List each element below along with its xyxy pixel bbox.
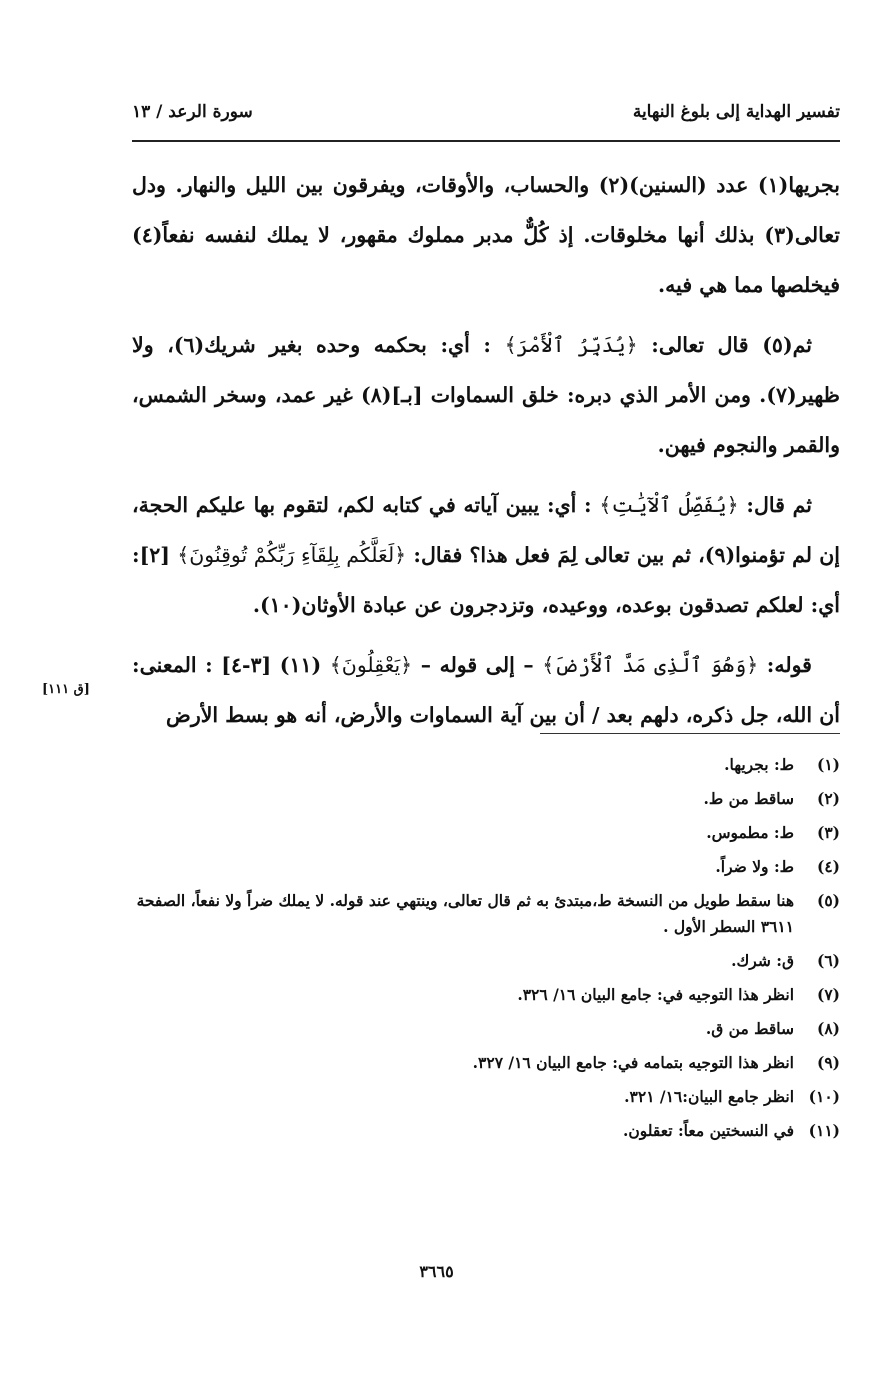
paragraph-4-text-b: – إلى قوله –: [412, 653, 543, 677]
main-text: [132, 160, 840, 750]
footnote-text: هنا سقط طويل من النسخة ط،مبتدئ به ثم قال تعالى، وينتهي عند قوله. لا يملك ضراً ولا نفعاً، الصفحة ٣٦١١ السطر الأول .: [136, 891, 794, 936]
footnote: [108, 888, 840, 940]
quran-quote: ﴿يَعْقِلُونَ﴾: [329, 653, 413, 677]
footnote-divider: [540, 733, 840, 734]
footnote-text: انظر هذا التوجيه في: جامع البيان ١٦/ ٣٢٦.: [517, 985, 794, 1004]
footnote-number: (٨): [816, 1019, 840, 1038]
quran-quote: ﴿لَعَلَّكُم بِلِقَآءِ رَبِّكُمْ تُوقِنُونَ﴾: [177, 543, 407, 567]
paragraph-2: [132, 320, 840, 470]
footnote: [108, 820, 840, 846]
footnote-number: (٦): [816, 951, 840, 970]
manuscript-folio-ref: [ق ١١١]: [42, 682, 90, 697]
footnote: [108, 1016, 840, 1042]
footnote-text: انظر جامع البيان:١٦/ ٣٢١.: [624, 1087, 794, 1106]
running-header: [132, 98, 840, 132]
quran-quote: ﴿وَهُوَ ٱلَّذِى مَدَّ ٱلْأَرْضَ﴾: [542, 653, 759, 677]
paragraph-3-text-a: ثم قال:: [738, 493, 812, 517]
footnote-number: (١): [816, 755, 840, 774]
footnote-number: (٣): [816, 823, 840, 842]
paragraph-3-text-c: [٢]: أي: لعلكم تصدقون بوعده، ووعيده، وتزدجرون عن عبادة الأوثان(١٠).: [132, 543, 840, 617]
header-divider: [132, 140, 840, 142]
footnote-text: ط: مطموس.: [706, 823, 794, 842]
footnote-text: ط: ولا ضراً.: [715, 857, 794, 876]
footnote-text: ق: شرك.: [731, 951, 794, 970]
footnote-text: انظر هذا التوجيه بتمامه في: جامع البيان ١٦/ ٣٢٧.: [472, 1053, 794, 1072]
footnote-text: ساقط من ط.: [703, 789, 794, 808]
paragraph-2-text-b: : أي: بحكمه وحده بغير شريك(٦)، ولا ظهير(٧). ومن الأمر الذي دبره: خلق السماوات [بـ](٨) غير عمد، وسخر الشمس، والقمر والنجوم فيهن.: [132, 333, 840, 457]
paragraph-4-text-c: (١١) [٣-٤] : المعنى: أن الله، جل ذكره، دلهم بعد / أن بين آية السماوات والأرض، أنه هو بسط الأرض: [132, 653, 840, 727]
quran-quote: ﴿يُفَصِّلُ ٱلْآيَٰتِ﴾: [599, 493, 739, 517]
quran-quote: ﴿يُدَبِّرُ ٱلْأَمْرَ﴾: [504, 333, 638, 357]
footnote-text: ساقط من ق.: [705, 1019, 794, 1038]
footnote-number: (٤): [816, 857, 840, 876]
footnote-number: (١٠): [808, 1087, 840, 1106]
page-number: ٣٦٦٥: [419, 1262, 454, 1281]
footnote: [108, 752, 840, 778]
footnote: [108, 1084, 840, 1110]
paragraph-4-text-a: قوله:: [758, 653, 812, 677]
footnote-number: (٢): [816, 789, 840, 808]
footnote-text: في النسختين معاً: تعقلون.: [623, 1121, 794, 1140]
footnote-text: ط: بجريها.: [724, 755, 794, 774]
footnote-number: (٥): [816, 891, 840, 910]
paragraph-3-text-b: : أي: يبين آياته في كتابه لكم، لتقوم بها عليكم الحجة، إن لم تؤمنوا(٩)، ثم بين تعالى لِمَ فعل هذا؟ فقال:: [132, 493, 841, 567]
footnote: [108, 786, 840, 812]
footnote-number: (٧): [816, 985, 840, 1004]
footnote: [108, 948, 840, 974]
footnote-number: (١١): [808, 1121, 840, 1140]
footnote: [108, 1050, 840, 1076]
book-title: تفسير الهداية إلى بلوغ النهاية: [632, 102, 840, 122]
paragraph-4: [132, 640, 840, 740]
paragraph-1: [132, 160, 840, 310]
footnote: [108, 1118, 840, 1144]
footnote-number: (٩): [816, 1053, 840, 1072]
footnote: [108, 982, 840, 1008]
paragraph-3: [132, 480, 840, 630]
surah-title: سورة الرعد / ١٣: [132, 102, 253, 122]
paragraph-1-text: بجريها(١) عدد (السنين)(٢) والحساب، والأوقات، ويفرقون بين الليل والنهار. ودل تعالى(٣) بذلك أنها مخلوقات. إذ كُلٌّ مدبر مملوك مقهور، لا يملك لنفسه نفعاً(٤) فيخلصها مما هي فيه.: [132, 173, 840, 297]
footnotes: [108, 752, 840, 1152]
paragraph-2-text-a: ثم(٥) قال تعالى:: [637, 333, 812, 357]
footnote: [108, 854, 840, 880]
